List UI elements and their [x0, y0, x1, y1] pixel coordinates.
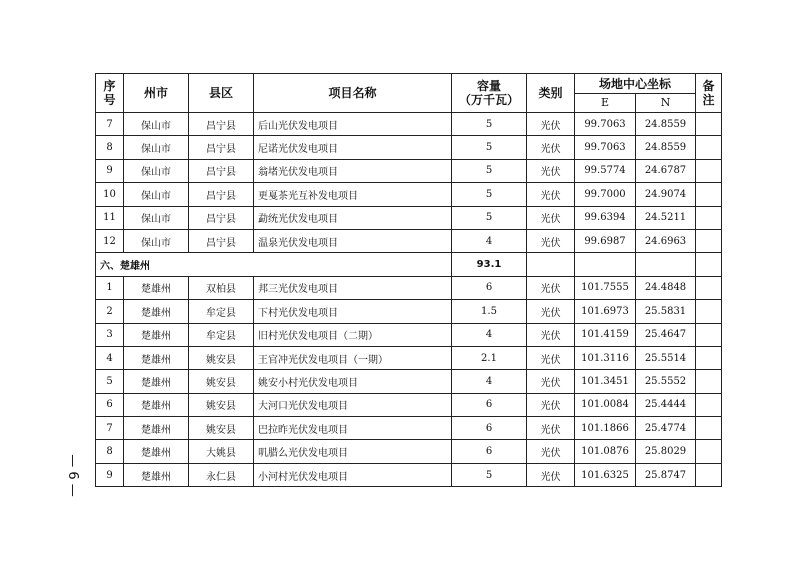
header-county: 县区	[189, 74, 254, 113]
cell-city: 楚雄州	[124, 346, 189, 369]
cell-empty	[527, 253, 575, 276]
cell-type: 光伏	[527, 136, 575, 159]
cell-e: 99.7000	[575, 183, 636, 206]
cell-city: 保山市	[124, 229, 189, 252]
cell-empty	[636, 253, 696, 276]
cell-county: 昌宁县	[189, 159, 254, 182]
cell-n: 24.8559	[636, 113, 696, 136]
cell-seq: 7	[96, 113, 124, 136]
cell-city: 保山市	[124, 183, 189, 206]
cell-county: 永仁县	[189, 463, 254, 486]
cell-seq: 1	[96, 276, 124, 299]
cell-type: 光伏	[527, 463, 575, 486]
header-note: 备 注	[696, 74, 722, 113]
cell-county: 牟定县	[189, 300, 254, 323]
header-type: 类别	[527, 74, 575, 113]
cell-project: 勐统光伏发电项目	[254, 206, 452, 229]
cell-seq: 9	[96, 159, 124, 182]
cell-n: 25.8029	[636, 440, 696, 463]
table-row	[96, 346, 722, 369]
cell-capacity: 1.5	[452, 300, 527, 323]
table-row	[96, 440, 722, 463]
cell-e: 99.5774	[575, 159, 636, 182]
cell-e: 101.7555	[575, 276, 636, 299]
cell-project: 更戛茶光互补发电项目	[254, 183, 452, 206]
cell-county: 昌宁县	[189, 206, 254, 229]
table-row	[96, 323, 722, 346]
cell-city: 楚雄州	[124, 417, 189, 440]
cell-note	[696, 229, 722, 252]
header-row	[96, 74, 722, 94]
cell-county: 双柏县	[189, 276, 254, 299]
cell-type: 光伏	[527, 113, 575, 136]
cell-project: 邦三光伏发电项目	[254, 276, 452, 299]
header-coord: 场地中心坐标	[575, 74, 696, 94]
cell-project: 下村光伏发电项目	[254, 300, 452, 323]
cell-capacity: 5	[452, 206, 527, 229]
cell-n: 24.9074	[636, 183, 696, 206]
header-n: N	[636, 94, 696, 113]
cell-seq: 9	[96, 463, 124, 486]
cell-project: 小河村光伏发电项目	[254, 463, 452, 486]
cell-city: 楚雄州	[124, 323, 189, 346]
cell-project: 王官冲光伏发电项目（一期）	[254, 346, 452, 369]
cell-seq: 3	[96, 323, 124, 346]
cell-e: 101.0876	[575, 440, 636, 463]
cell-type: 光伏	[527, 346, 575, 369]
header-city: 州市	[124, 74, 189, 113]
cell-note	[696, 136, 722, 159]
cell-capacity: 4	[452, 370, 527, 393]
cell-note	[696, 113, 722, 136]
cell-capacity: 6	[452, 276, 527, 299]
cell-seq: 8	[96, 440, 124, 463]
cell-note	[696, 440, 722, 463]
section-title: 六、楚雄州	[96, 253, 452, 276]
cell-city: 楚雄州	[124, 276, 189, 299]
cell-e: 101.6325	[575, 463, 636, 486]
cell-county: 昌宁县	[189, 136, 254, 159]
project-table	[95, 73, 722, 487]
table-row	[96, 229, 722, 252]
cell-capacity: 6	[452, 440, 527, 463]
cell-note	[696, 463, 722, 486]
cell-note	[696, 276, 722, 299]
cell-e: 101.6973	[575, 300, 636, 323]
cell-county: 大姚县	[189, 440, 254, 463]
cell-type: 光伏	[527, 440, 575, 463]
cell-e: 101.4159	[575, 323, 636, 346]
cell-n: 25.4774	[636, 417, 696, 440]
cell-seq: 10	[96, 183, 124, 206]
cell-county: 姚安县	[189, 346, 254, 369]
cell-note	[696, 300, 722, 323]
chuxiong-rows	[96, 276, 722, 487]
cell-city: 保山市	[124, 113, 189, 136]
cell-seq: 4	[96, 346, 124, 369]
cell-type: 光伏	[527, 417, 575, 440]
cell-capacity: 5	[452, 113, 527, 136]
cell-type: 光伏	[527, 229, 575, 252]
cell-city: 楚雄州	[124, 440, 189, 463]
header-seq: 序 号	[96, 74, 124, 113]
cell-note	[696, 206, 722, 229]
table-row	[96, 276, 722, 299]
cell-n: 25.5514	[636, 346, 696, 369]
cell-n: 25.8747	[636, 463, 696, 486]
cell-county: 昌宁县	[189, 229, 254, 252]
cell-note	[696, 393, 722, 416]
cell-e: 99.6394	[575, 206, 636, 229]
cell-capacity: 5	[452, 136, 527, 159]
header-capacity: 容量 （万千瓦）	[452, 74, 527, 113]
cell-note	[696, 346, 722, 369]
cell-city: 楚雄州	[124, 300, 189, 323]
cell-e: 99.6987	[575, 229, 636, 252]
table-row	[96, 113, 722, 136]
cell-type: 光伏	[527, 276, 575, 299]
cell-seq: 8	[96, 136, 124, 159]
cell-seq: 12	[96, 229, 124, 252]
cell-city: 楚雄州	[124, 463, 189, 486]
cell-city: 楚雄州	[124, 370, 189, 393]
cell-project: 姚安小村光伏发电项目	[254, 370, 452, 393]
cell-county: 姚安县	[189, 417, 254, 440]
cell-city: 保山市	[124, 206, 189, 229]
cell-type: 光伏	[527, 183, 575, 206]
chuxiong-section	[96, 253, 722, 276]
baoshan-rows	[96, 113, 722, 253]
cell-n: 24.6963	[636, 229, 696, 252]
header-project: 项目名称	[254, 74, 452, 113]
cell-seq: 11	[96, 206, 124, 229]
cell-type: 光伏	[527, 393, 575, 416]
cell-note	[696, 159, 722, 182]
cell-seq: 2	[96, 300, 124, 323]
table-row	[96, 206, 722, 229]
cell-empty	[696, 253, 722, 276]
cell-seq: 5	[96, 370, 124, 393]
cell-capacity: 5	[452, 159, 527, 182]
table-row	[96, 183, 722, 206]
cell-capacity: 5	[452, 463, 527, 486]
cell-project: 后山光伏发电项目	[254, 113, 452, 136]
cell-e: 99.7063	[575, 113, 636, 136]
page-number: — 6 —	[64, 453, 80, 497]
cell-county: 姚安县	[189, 370, 254, 393]
cell-n: 24.8559	[636, 136, 696, 159]
cell-n: 25.5831	[636, 300, 696, 323]
cell-note	[696, 370, 722, 393]
cell-county: 牟定县	[189, 323, 254, 346]
cell-note	[696, 323, 722, 346]
cell-capacity: 4	[452, 323, 527, 346]
cell-project: 巴拉昨光伏发电项目	[254, 417, 452, 440]
cell-empty	[575, 253, 636, 276]
cell-n: 25.5552	[636, 370, 696, 393]
table-row	[96, 159, 722, 182]
cell-note	[696, 417, 722, 440]
cell-city: 保山市	[124, 136, 189, 159]
cell-n: 25.4444	[636, 393, 696, 416]
cell-e: 101.3451	[575, 370, 636, 393]
cell-e: 101.1866	[575, 417, 636, 440]
table-row	[96, 300, 722, 323]
cell-capacity: 2.1	[452, 346, 527, 369]
cell-type: 光伏	[527, 206, 575, 229]
cell-capacity: 5	[452, 183, 527, 206]
cell-e: 101.3116	[575, 346, 636, 369]
cell-capacity: 4	[452, 229, 527, 252]
table-row	[96, 370, 722, 393]
cell-type: 光伏	[527, 159, 575, 182]
header-e: E	[575, 94, 636, 113]
section-row	[96, 253, 722, 276]
cell-city: 楚雄州	[124, 393, 189, 416]
cell-type: 光伏	[527, 300, 575, 323]
table-row	[96, 136, 722, 159]
cell-seq: 6	[96, 393, 124, 416]
cell-type: 光伏	[527, 323, 575, 346]
cell-type: 光伏	[527, 370, 575, 393]
cell-project: 大河口光伏发电项目	[254, 393, 452, 416]
cell-project: 温泉光伏发电项目	[254, 229, 452, 252]
cell-n: 24.5211	[636, 206, 696, 229]
cell-note	[696, 183, 722, 206]
cell-e: 101.0084	[575, 393, 636, 416]
cell-project: 旧村光伏发电项目（二期）	[254, 323, 452, 346]
cell-city: 保山市	[124, 159, 189, 182]
cell-seq: 7	[96, 417, 124, 440]
cell-n: 24.4848	[636, 276, 696, 299]
cell-project: 叽腊么光伏发电项目	[254, 440, 452, 463]
cell-project: 尼诺光伏发电项目	[254, 136, 452, 159]
cell-capacity: 6	[452, 417, 527, 440]
cell-county: 姚安县	[189, 393, 254, 416]
cell-county: 昌宁县	[189, 113, 254, 136]
cell-n: 24.6787	[636, 159, 696, 182]
cell-county: 昌宁县	[189, 183, 254, 206]
cell-e: 99.7063	[575, 136, 636, 159]
cell-project: 翁堵光伏发电项目	[254, 159, 452, 182]
section-total: 93.1	[452, 253, 527, 276]
table-row	[96, 417, 722, 440]
table-row	[96, 463, 722, 486]
table-row	[96, 393, 722, 416]
cell-n: 25.4647	[636, 323, 696, 346]
cell-capacity: 6	[452, 393, 527, 416]
